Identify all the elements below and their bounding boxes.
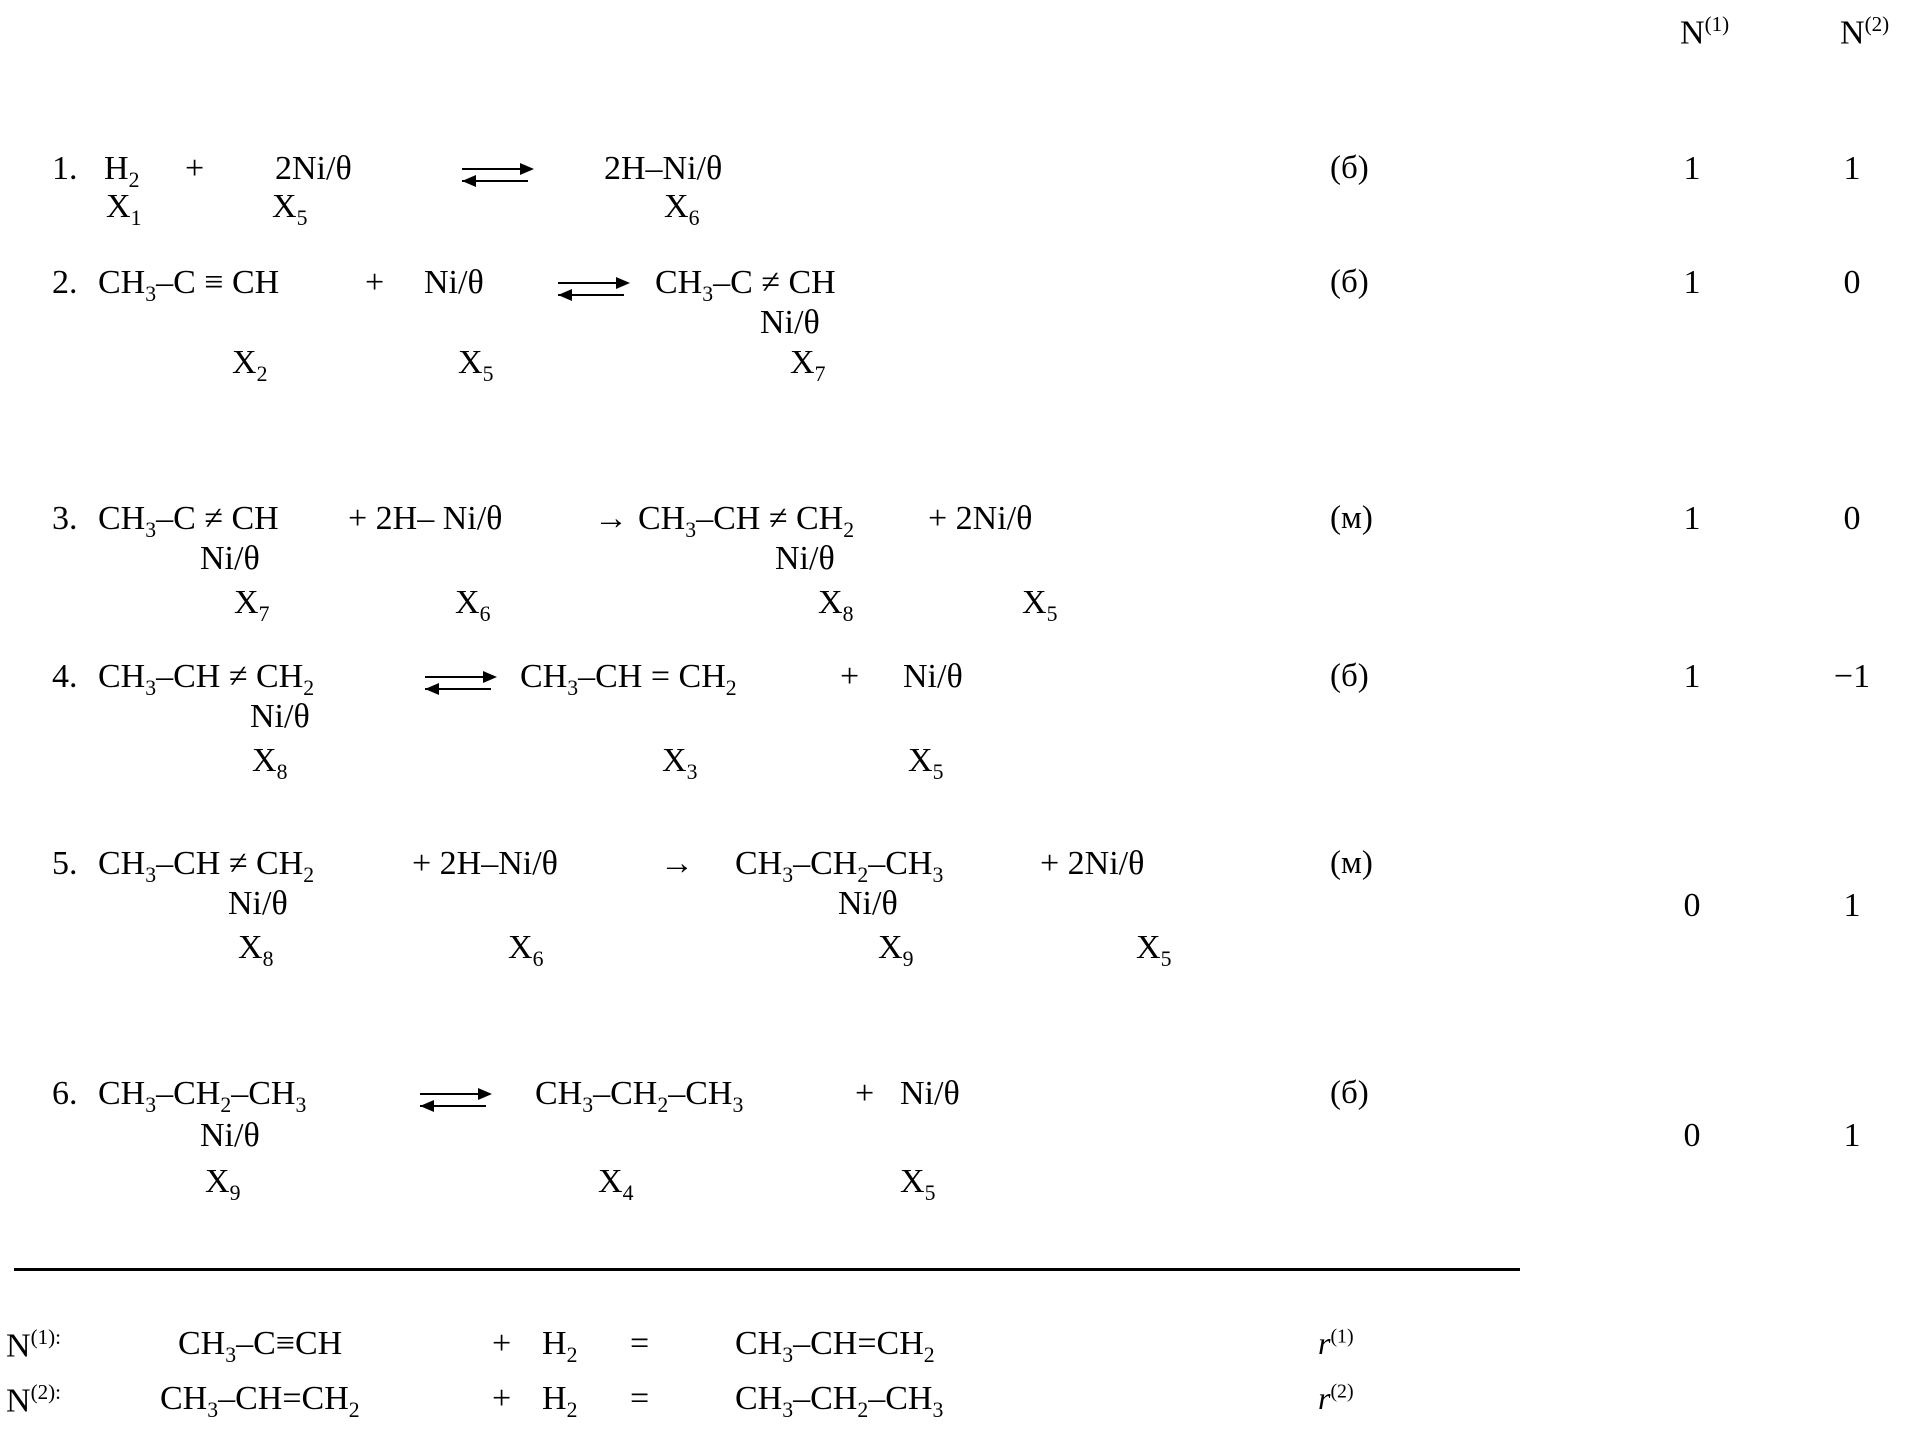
step-2-species-2-sub: 5 (482, 361, 494, 386)
step-3-reactant-1-sub: 3 (145, 517, 157, 542)
summary-n2-rate-text: r (1318, 1380, 1331, 1416)
step-2-reactant-1 (98, 264, 279, 306)
step-6-product-sub: 3 (582, 1092, 594, 1117)
step-3-product-sub2: 2 (843, 517, 855, 542)
step-6-reactant-1-sub3: 3 (295, 1092, 307, 1117)
step-3-reactant-1 (98, 500, 279, 542)
step-1-species-3 (664, 188, 699, 231)
summary-n1-rate-text: r (1318, 1325, 1331, 1361)
step-6-n1-value: 0 (1683, 1117, 1701, 1154)
step-6-reactant-1-rest: –CH (156, 1075, 221, 1112)
step-4-species-2-sub: 3 (686, 759, 698, 784)
step-2-product-rest: –C ≠ CH (713, 264, 836, 301)
summary-n2-product-sub2: 2 (857, 1397, 869, 1422)
step-5-ligand-2: Ni/θ (838, 885, 898, 922)
step-5-product-sub2: 2 (857, 862, 869, 887)
step-4-reactant-1-text: CH (98, 658, 146, 695)
step-5-plus-2: + 2Ni/θ (1040, 845, 1145, 882)
step-3-reactant-1-rest: –C ≠ CH (156, 500, 279, 537)
step-6-product-3: Ni/θ (900, 1075, 960, 1112)
step-4-ligand-1: Ni/θ (250, 698, 310, 735)
summary-n2-reactant (160, 1380, 360, 1423)
step-4-species-3-symbol: X (908, 742, 933, 779)
step-4-species-1-sub: 8 (276, 759, 288, 784)
summary-n2-product-rest2: –CH (868, 1380, 933, 1417)
summary-n1-reactant-sub: 3 (225, 1342, 237, 1367)
step-3-n1-value: 1 (1683, 500, 1701, 537)
step-3-n2-value: 0 (1843, 500, 1861, 537)
summary-n1-reagent-text: H (542, 1325, 567, 1362)
step-2-tag: (б) (1330, 264, 1369, 300)
step-6-product-text: CH (535, 1075, 583, 1112)
step-3-species-3-symbol: X (818, 584, 843, 621)
step-1-species-2-symbol: X (272, 188, 297, 225)
step-2-number: 2. (52, 264, 78, 301)
step-5-product-rest2: –CH (868, 845, 933, 882)
summary-n2-label-text: N (6, 1382, 31, 1420)
step-5-reactant-1-rest: –CH ≠ CH (156, 845, 304, 882)
step-5-reactant-1-sub2: 2 (303, 862, 315, 887)
step-1-species-2 (272, 188, 307, 231)
step-4-product-text: CH (520, 658, 568, 695)
step-5-forward-arrow-icon: → (660, 845, 694, 882)
step-3-tag: (м) (1330, 500, 1373, 536)
summary-n1-reactant-text: CH (178, 1325, 226, 1362)
step-2-n2-value: 0 (1843, 264, 1861, 301)
step-5-reactant-1 (98, 845, 314, 887)
step-3-species-3-sub: 8 (842, 601, 854, 626)
step-2-species-3-symbol: X (790, 344, 815, 381)
step-5-species-2-sub: 6 (532, 946, 544, 971)
summary-n1-product-rest: –CH=CH (793, 1325, 924, 1362)
step-2-n1-value: 1 (1683, 264, 1701, 301)
step-3-species-1 (234, 584, 269, 627)
step-5-species-4-sub: 5 (1160, 946, 1172, 971)
column-headers (1640, 8, 1920, 58)
step-3-plus-2: + 2Ni/θ (928, 500, 1033, 537)
step-6-ligand-1: Ni/θ (200, 1117, 260, 1154)
step-6-n2-value: 1 (1843, 1117, 1861, 1154)
summary-n1-reactant (178, 1325, 342, 1368)
step-5-species-4 (1136, 929, 1171, 972)
summary-n1-rate-sup: (1) (1330, 1325, 1354, 1348)
summary-n2-plus: + (492, 1380, 512, 1417)
summary-n2-reactant-rest: –CH=CH (218, 1380, 349, 1417)
step-6-reactant-1-sub: 3 (145, 1092, 157, 1117)
step-4-product-sub: 3 (567, 675, 579, 700)
summary-n2-label-sup: (2): (30, 1380, 61, 1404)
step-1-species-2-sub: 5 (296, 205, 308, 230)
step-6-plus-2: + (855, 1075, 875, 1112)
summary-n2-rate (1318, 1380, 1354, 1417)
step-5-reactant-1-sub: 3 (145, 862, 157, 887)
step-4-plus-2: + (840, 658, 860, 695)
step-4-reactant-1 (98, 658, 314, 700)
summary-n1-label-text: N (6, 1327, 31, 1365)
column-header-n2-sup: (2) (1864, 12, 1890, 36)
step-3-product-rest: –CH ≠ CH (696, 500, 844, 537)
step-3-number: 3. (52, 500, 78, 537)
summary-n2-product-sub: 3 (782, 1397, 794, 1422)
step-3-species-4-sub: 5 (1046, 601, 1058, 626)
column-header-n2 (1840, 14, 1889, 50)
step-6-reactant-1-text: CH (98, 1075, 146, 1112)
step-2-species-1-sub: 2 (256, 361, 268, 386)
step-6-species-3 (900, 1163, 935, 1206)
step-1-reactant-1-text: H (104, 150, 129, 187)
step-5-species-4-symbol: X (1136, 929, 1161, 966)
step-3-species-2-sub: 6 (479, 601, 491, 626)
step-6-product (535, 1075, 743, 1117)
summary-n2-label (6, 1380, 61, 1420)
step-2-product-sub: 3 (702, 281, 714, 306)
step-6-species-1 (205, 1163, 240, 1206)
step-5-product-sub3: 3 (932, 862, 944, 887)
step-4-species-2-symbol: X (662, 742, 687, 779)
step-4-product (520, 658, 737, 700)
step-5-ligand-1: Ni/θ (228, 885, 288, 922)
step-2-plus-1: + (365, 264, 385, 301)
summary-n1-product-sub: 3 (782, 1342, 794, 1367)
step-5-plus-1: + 2H–Ni/θ (412, 845, 558, 882)
step-2-ligand: Ni/θ (760, 304, 820, 341)
step-2-equilibrium-arrow-icon (558, 278, 630, 304)
step-1-species-1 (106, 188, 141, 231)
step-4-species-3-sub: 5 (932, 759, 944, 784)
step-6-reactant-1-rest2: –CH (231, 1075, 296, 1112)
step-5-number: 5. (52, 845, 78, 882)
summary-n1-label-sup: (1): (30, 1325, 61, 1349)
step-5-species-3 (878, 929, 913, 972)
step-3-species-4-symbol: X (1022, 584, 1047, 621)
column-header-n1 (1680, 14, 1729, 50)
step-3-species-2 (455, 584, 490, 627)
step-6-product-rest2: –CH (668, 1075, 733, 1112)
step-4-number: 4. (52, 658, 78, 695)
step-1-equilibrium-arrow-icon (462, 164, 534, 190)
step-5-n1-value: 0 (1683, 887, 1701, 924)
step-1-species-1-sub: 1 (130, 205, 142, 230)
step-2-species-3-sub: 7 (814, 361, 826, 386)
step-3-ligand-2: Ni/θ (775, 540, 835, 577)
column-header-n1-sup: (1) (1704, 12, 1730, 36)
step-5-product-sub: 3 (782, 862, 794, 887)
step-5-species-3-symbol: X (878, 929, 903, 966)
step-5-reactant-1-text: CH (98, 845, 146, 882)
step-3-species-3 (818, 584, 853, 627)
column-header-n2-text: N (1840, 14, 1865, 52)
step-2-species-3 (790, 344, 825, 387)
step-2-reactant-1-rest: –C ≡ CH (156, 264, 280, 301)
step-1-reactant-1 (104, 150, 139, 192)
step-4-product-rest: –CH = CH (578, 658, 726, 695)
step-6-product-rest: –CH (593, 1075, 658, 1112)
summary-n2-reactant-sub2: 2 (348, 1397, 360, 1422)
step-4-equilibrium-arrow-icon (425, 672, 497, 698)
summary-n1-rate (1318, 1325, 1354, 1362)
summary-n1-plus: + (492, 1325, 512, 1362)
step-2-species-1-symbol: X (232, 344, 257, 381)
step-2-species-2-symbol: X (458, 344, 483, 381)
step-5-species-1-sub: 8 (262, 946, 274, 971)
step-6-species-3-sub: 5 (924, 1180, 936, 1205)
summary-n2-rate-sup: (2) (1330, 1380, 1354, 1403)
step-5-species-3-sub: 9 (902, 946, 914, 971)
step-2-species-1 (232, 344, 267, 387)
step-2-species-2 (458, 344, 493, 387)
step-1-n1-value: 1 (1683, 150, 1701, 187)
step-4-reactant-1-rest: –CH ≠ CH (156, 658, 304, 695)
step-5-tag: (м) (1330, 845, 1373, 881)
step-5-product-text: CH (735, 845, 783, 882)
step-6-tag: (б) (1330, 1075, 1369, 1111)
step-4-species-2 (662, 742, 697, 785)
summary-n1-reagent-sub: 2 (566, 1342, 578, 1367)
summary-n2-reagent-sub: 2 (566, 1397, 578, 1422)
step-4-species-1 (252, 742, 287, 785)
step-6-number: 6. (52, 1075, 78, 1112)
step-5-species-1-symbol: X (238, 929, 263, 966)
summary-n2-product-rest: –CH (793, 1380, 858, 1417)
step-3-species-4 (1022, 584, 1057, 627)
step-4-tag: (б) (1330, 658, 1369, 694)
summary-n2-reactant-sub: 3 (207, 1397, 219, 1422)
step-5-product-rest: –CH (793, 845, 858, 882)
step-4-product-3: Ni/θ (903, 658, 963, 695)
step-1-number: 1. (52, 150, 78, 187)
summary-n2-reactant-text: CH (160, 1380, 208, 1417)
step-6-species-2 (598, 1163, 633, 1206)
step-2-reactant-1-text: CH (98, 264, 146, 301)
summary-n1-product-text: CH (735, 1325, 783, 1362)
step-3-species-1-symbol: X (234, 584, 259, 621)
step-5-species-1 (238, 929, 273, 972)
step-6-species-2-sub: 4 (622, 1180, 634, 1205)
step-2-product-text: CH (655, 264, 703, 301)
step-5-species-2-symbol: X (508, 929, 533, 966)
summary-n1-label (6, 1325, 61, 1365)
step-4-species-3 (908, 742, 943, 785)
step-3-product-text: CH (638, 500, 686, 537)
step-5-species-2 (508, 929, 543, 972)
section-divider (14, 1268, 1520, 1271)
step-4-reactant-1-sub: 3 (145, 675, 157, 700)
step-2-product (655, 264, 836, 306)
step-1-species-1-symbol: X (106, 188, 131, 225)
step-3-forward-arrow-icon: → (594, 500, 628, 537)
step-3-species-2-symbol: X (455, 584, 480, 621)
step-1-reactant-2: 2Ni/θ (275, 150, 352, 187)
step-3-plus-1: + 2H– Ni/θ (348, 500, 503, 537)
step-6-species-3-symbol: X (900, 1163, 925, 1200)
step-6-species-1-sub: 9 (229, 1180, 241, 1205)
step-3-ligand-1: Ni/θ (200, 540, 260, 577)
step-4-n2-value: −1 (1833, 658, 1871, 695)
step-1-species-3-symbol: X (664, 188, 689, 225)
step-2-reactant-2: Ni/θ (424, 264, 484, 301)
step-4-reactant-1-sub2: 2 (303, 675, 315, 700)
summary-n2-reagent-text: H (542, 1380, 567, 1417)
step-1-plus-1: + (185, 150, 205, 187)
step-6-equilibrium-arrow-icon (420, 1089, 492, 1115)
summary-n2-product (735, 1380, 943, 1423)
step-4-species-1-symbol: X (252, 742, 277, 779)
step-2-reactant-1-sub: 3 (145, 281, 157, 306)
step-6-reactant-1-sub2: 2 (220, 1092, 232, 1117)
step-1-reactant-1-sub: 2 (128, 167, 140, 192)
column-header-n1-text: N (1680, 14, 1705, 52)
step-1-product: 2H–Ni/θ (604, 150, 723, 187)
summary-n2-equals: = (630, 1380, 650, 1417)
step-4-product-sub2: 2 (725, 675, 737, 700)
summary-n1-product-sub2: 2 (923, 1342, 935, 1367)
step-3-reactant-1-text: CH (98, 500, 146, 537)
summary-n1-product (735, 1325, 935, 1368)
step-6-species-1-symbol: X (205, 1163, 230, 1200)
step-4-n1-value: 1 (1683, 658, 1701, 695)
summary-n2-product-sub3: 3 (932, 1397, 944, 1422)
step-5-n2-value: 1 (1843, 887, 1861, 924)
step-3-product (638, 500, 854, 542)
step-6-species-2-symbol: X (598, 1163, 623, 1200)
summary-n1-reactant-rest: –C≡CH (236, 1325, 343, 1362)
step-1-species-3-sub: 6 (688, 205, 700, 230)
summary-n1-equals: = (630, 1325, 650, 1362)
summary-n1-reagent (542, 1325, 577, 1368)
step-1-tag: (б) (1330, 150, 1369, 186)
step-3-species-1-sub: 7 (258, 601, 270, 626)
summary-n2-product-text: CH (735, 1380, 783, 1417)
step-3-product-sub: 3 (685, 517, 697, 542)
step-6-product-sub2: 2 (657, 1092, 669, 1117)
summary-n2-reagent (542, 1380, 577, 1423)
step-6-product-sub3: 3 (732, 1092, 744, 1117)
step-1-n2-value: 1 (1843, 150, 1861, 187)
step-6-reactant-1 (98, 1075, 306, 1117)
step-5-product (735, 845, 943, 887)
